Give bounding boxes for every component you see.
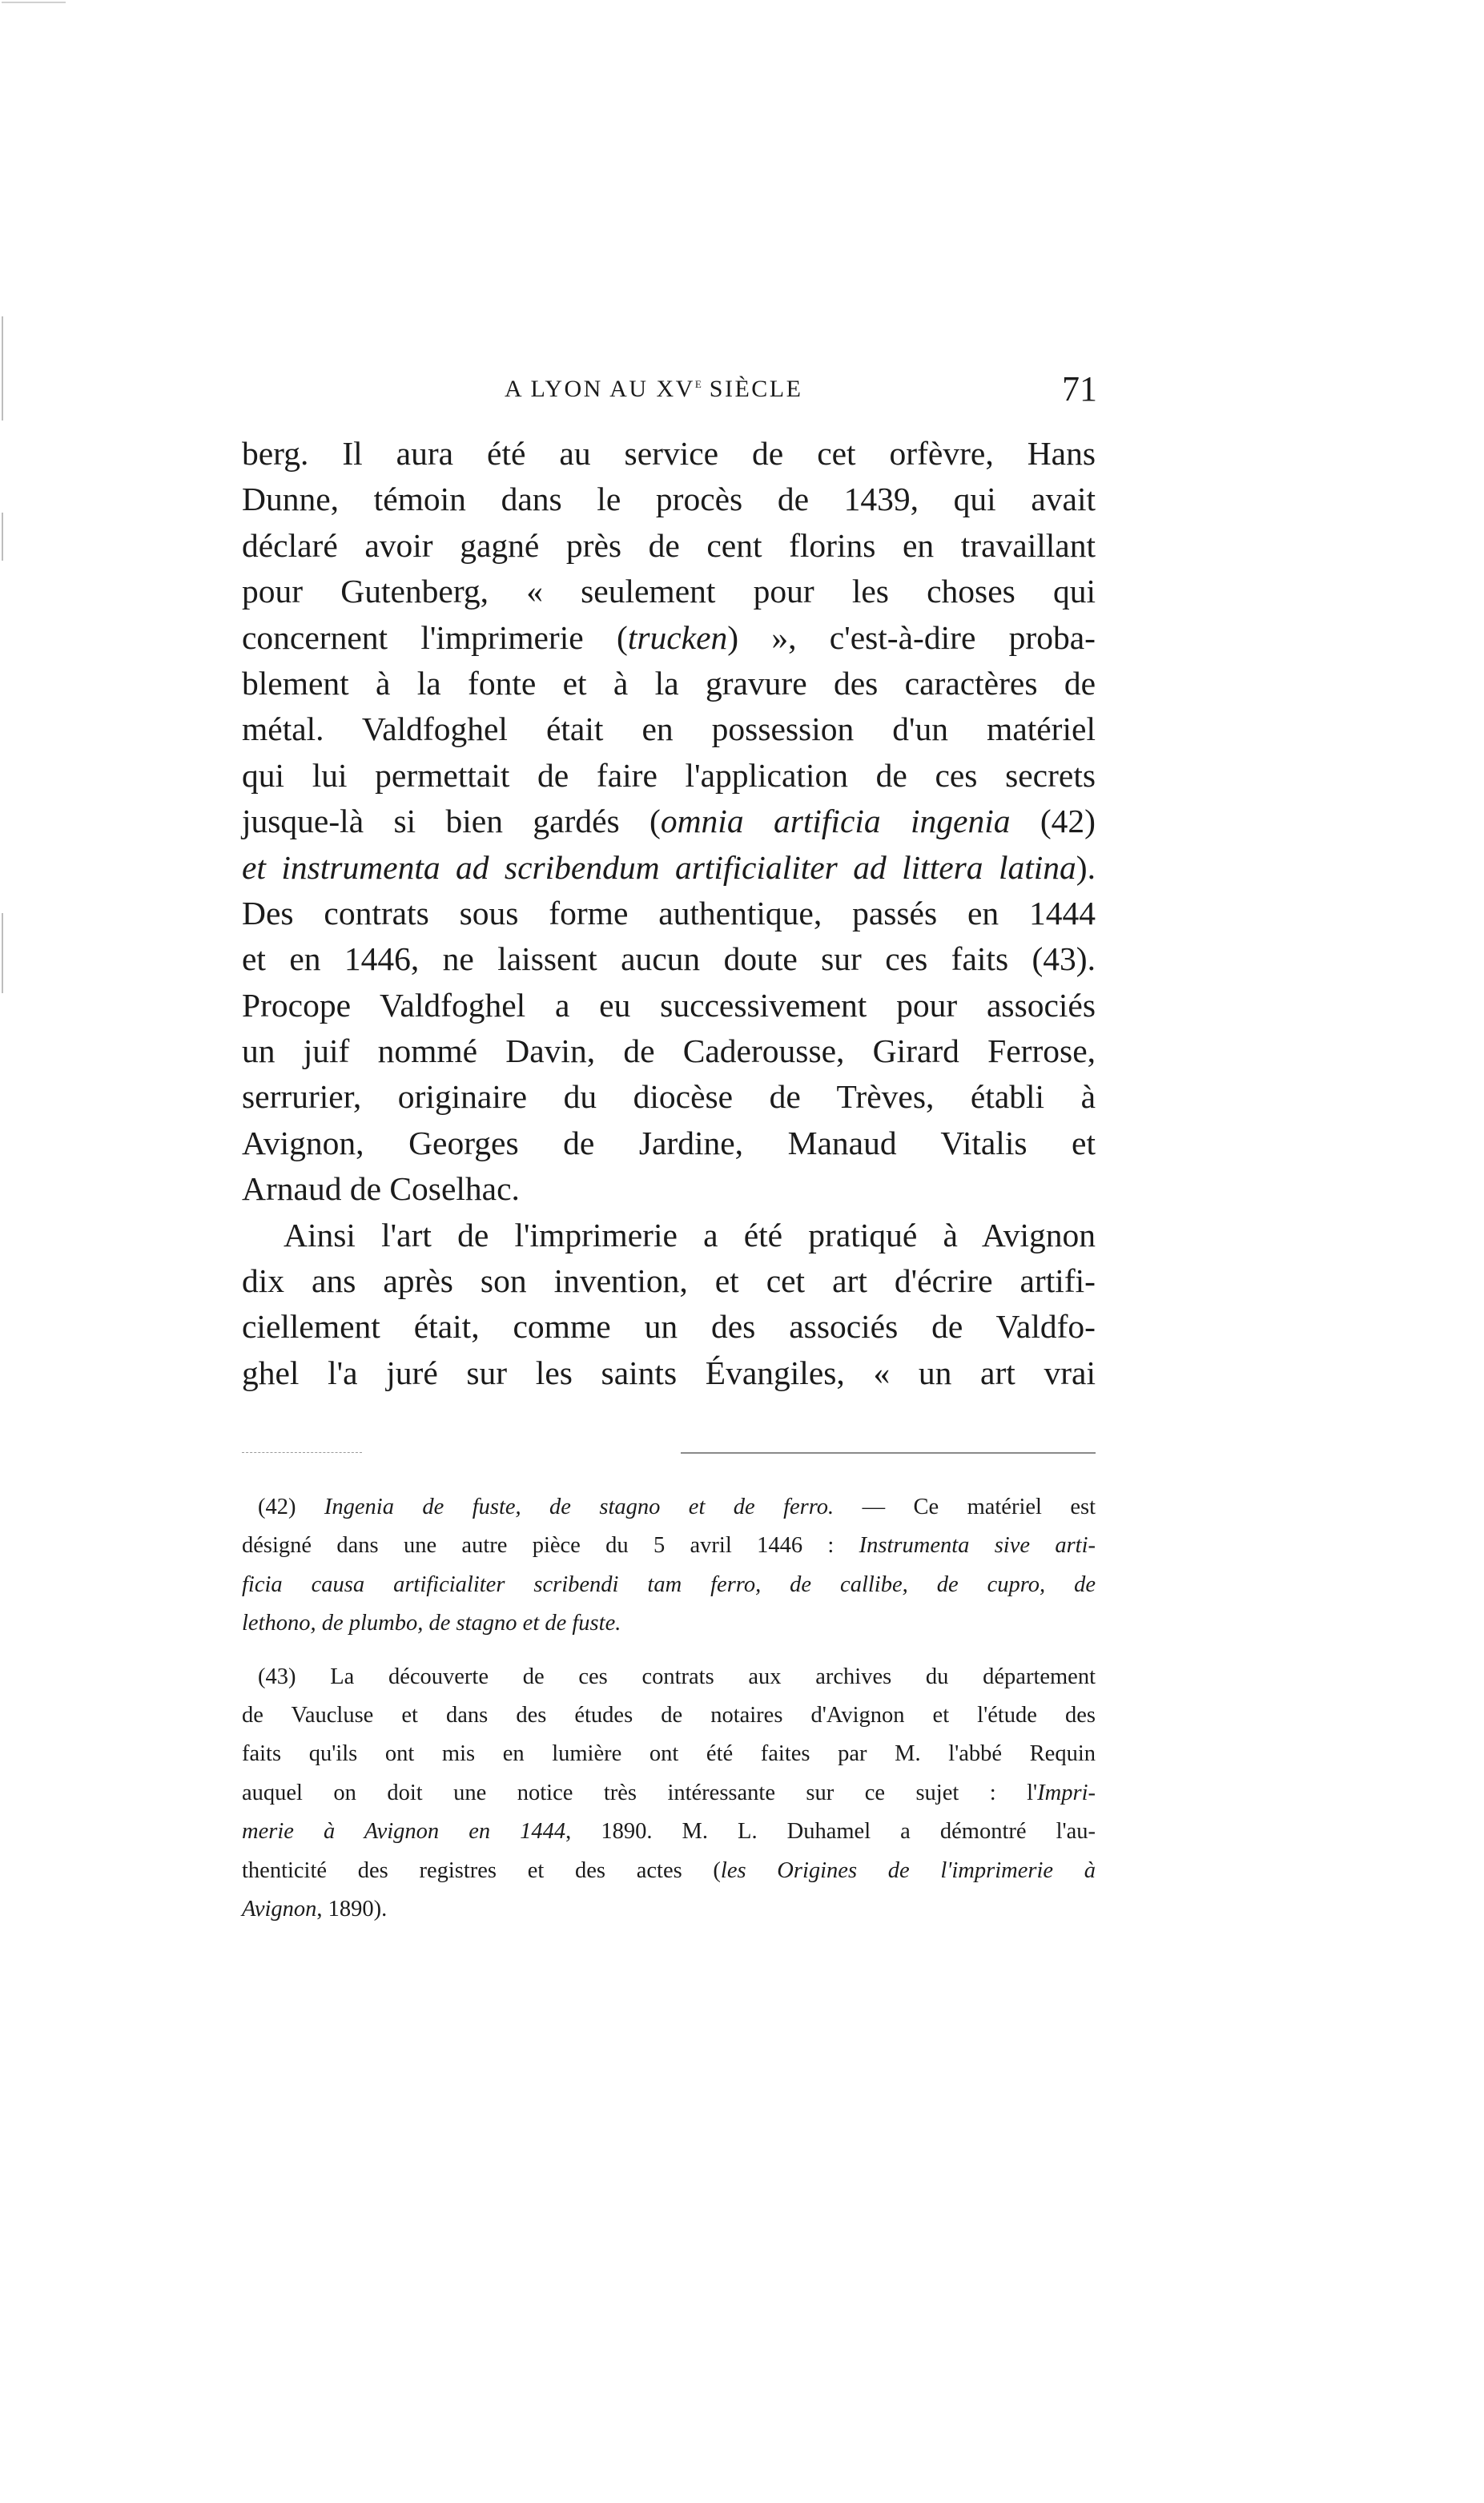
- body-text-run: concernent l'imprimerie (: [242, 618, 628, 656]
- footnote-text-run: thenticité des registres et des actes (: [242, 1857, 721, 1883]
- body-line: [242, 615, 1096, 661]
- body-line: métal. Valdfoghel était en possession d'un matériel: [242, 710, 1096, 748]
- scan-artifact-margin-1: [2, 316, 3, 421]
- footnote-italic-run: merie à Avignon en 1444: [242, 1819, 566, 1845]
- footnote-number: (42): [258, 1495, 324, 1519]
- running-title: [505, 375, 802, 403]
- body-text-run: ) », c'est-à-dire proba-: [727, 618, 1096, 656]
- body-line: serrurier, originaire du diocèse de Trèves, établi à: [242, 1078, 1096, 1116]
- body-text-run: (42): [1010, 803, 1096, 840]
- footnote-rule: [681, 1452, 1096, 1454]
- body-line: déclaré avoir gagné près de cent florins en travaillant: [242, 526, 1096, 564]
- body-line: Procope Valdfoghel a eu successivement pour associés: [242, 986, 1096, 1024]
- footnote-italic-run: les Origines de l'imprimerie à: [720, 1857, 1096, 1883]
- footnote-line: de Vaucluse et dans des études de notaires d'Avignon et l'étude des: [242, 1702, 1096, 1728]
- footnote-text-run: auquel on doit une notice très intéressante sur ce sujet : l': [242, 1780, 1038, 1805]
- body-line: Arnaud de Coselhac.: [242, 1170, 520, 1208]
- body-line: [242, 799, 1096, 844]
- body-line: berg. Il aura été au service de cet orfèvre, Hans: [242, 435, 1096, 472]
- footnote-italic-run: Avignon: [242, 1896, 317, 1922]
- body-italic-run: et instrumenta ad scribendum artificialiter ad littera latina: [242, 848, 1076, 886]
- body-text-run: jusque-là si bien gardés (: [242, 803, 661, 840]
- body-line: qui lui permettait de faire l'application de ces secrets: [242, 756, 1096, 794]
- footnote-italic-run: Instrumenta sive arti-: [859, 1533, 1096, 1559]
- body-line: pour Gutenberg, « seulement pour les choses qui: [242, 573, 1096, 610]
- running-title-text: A LYON AU XV: [505, 376, 695, 402]
- footnote-line: ficia causa artificialiter scribendi tam ferro, de callibe, de cupro, de: [242, 1571, 1096, 1597]
- footnote-line: [242, 1852, 1096, 1890]
- footnote-italic-run: Impri-: [1037, 1780, 1096, 1805]
- scan-artifact-margin-2: [2, 513, 3, 561]
- footnote-line: [242, 1774, 1096, 1813]
- footnote-italic-run: Ingenia de fuste, de stagno et de ferro.: [324, 1495, 834, 1519]
- body-line: [242, 845, 1096, 891]
- body-text-run: ).: [1076, 848, 1096, 886]
- body-line: Dunne, témoin dans le procès de 1439, qui avait: [242, 481, 1096, 518]
- footnote-line: [242, 1488, 1096, 1527]
- footnote-line: faits qu'ils ont mis en lumière ont été faites par M. l'abbé Requin: [242, 1741, 1096, 1767]
- footnote-gap: [242, 1644, 1096, 1658]
- body-line: Ainsi l'art de l'imprimerie a été pratiqué à Avignon: [284, 1216, 1096, 1254]
- body-line: un juif nommé Davin, de Caderousse, Girard Ferrose,: [242, 1032, 1096, 1070]
- scan-artifact-margin-3: [2, 913, 3, 993]
- body-line: et en 1446, ne laissent aucun doute sur ces faits (43).: [242, 940, 1096, 978]
- footnote-text-run: désigné dans une autre pièce du 5 avril 1446 :: [242, 1533, 859, 1559]
- running-title-superscript: e: [694, 375, 702, 391]
- footnotes: [242, 1488, 1096, 1929]
- footnote-line: [242, 1527, 1096, 1565]
- footnote-line: (43) La découverte de ces contrats aux archives du département: [258, 1664, 1096, 1689]
- body-text: [242, 431, 1096, 1396]
- scan-artifact-top: [2, 2, 66, 3]
- body-line: ciellement était, comme un des associés de Valdfo-: [242, 1308, 1096, 1346]
- body-italic-run: trucken: [627, 618, 728, 656]
- page-number: 71: [1062, 369, 1097, 408]
- footnote-text-run: — Ce matériel est: [834, 1495, 1096, 1519]
- running-head: [240, 368, 1097, 408]
- body-line: Des contrats sous forme authentique, passés en 1444: [242, 894, 1096, 932]
- running-title-rest: SIÈCLE: [701, 376, 803, 402]
- footnote-line: [242, 1813, 1096, 1851]
- footnote-rule-dashed: [242, 1452, 362, 1453]
- footnote-text-run: , 1890. M. L. Duhamel a démontré l'au-: [565, 1819, 1096, 1845]
- body-italic-run: omnia artificia ingenia: [660, 803, 1011, 840]
- body-line: Avignon, Georges de Jardine, Manaud Vitalis et: [242, 1124, 1096, 1161]
- footnote-line: [242, 1890, 1096, 1929]
- footnote-43: [242, 1658, 1096, 1930]
- body-line: dix ans après son invention, et cet art d'écrire artifi-: [242, 1262, 1096, 1300]
- body-line: ghel l'a juré sur les saints Évangiles, « un art vrai: [242, 1354, 1096, 1391]
- footnote-line: lethono, de plumbo, de stagno et de fuste.: [242, 1611, 621, 1636]
- footnote-42: [242, 1488, 1096, 1644]
- footnote-text-run: , 1890).: [316, 1896, 388, 1922]
- body-line: blement à la fonte et à la gravure des caractères de: [242, 664, 1096, 702]
